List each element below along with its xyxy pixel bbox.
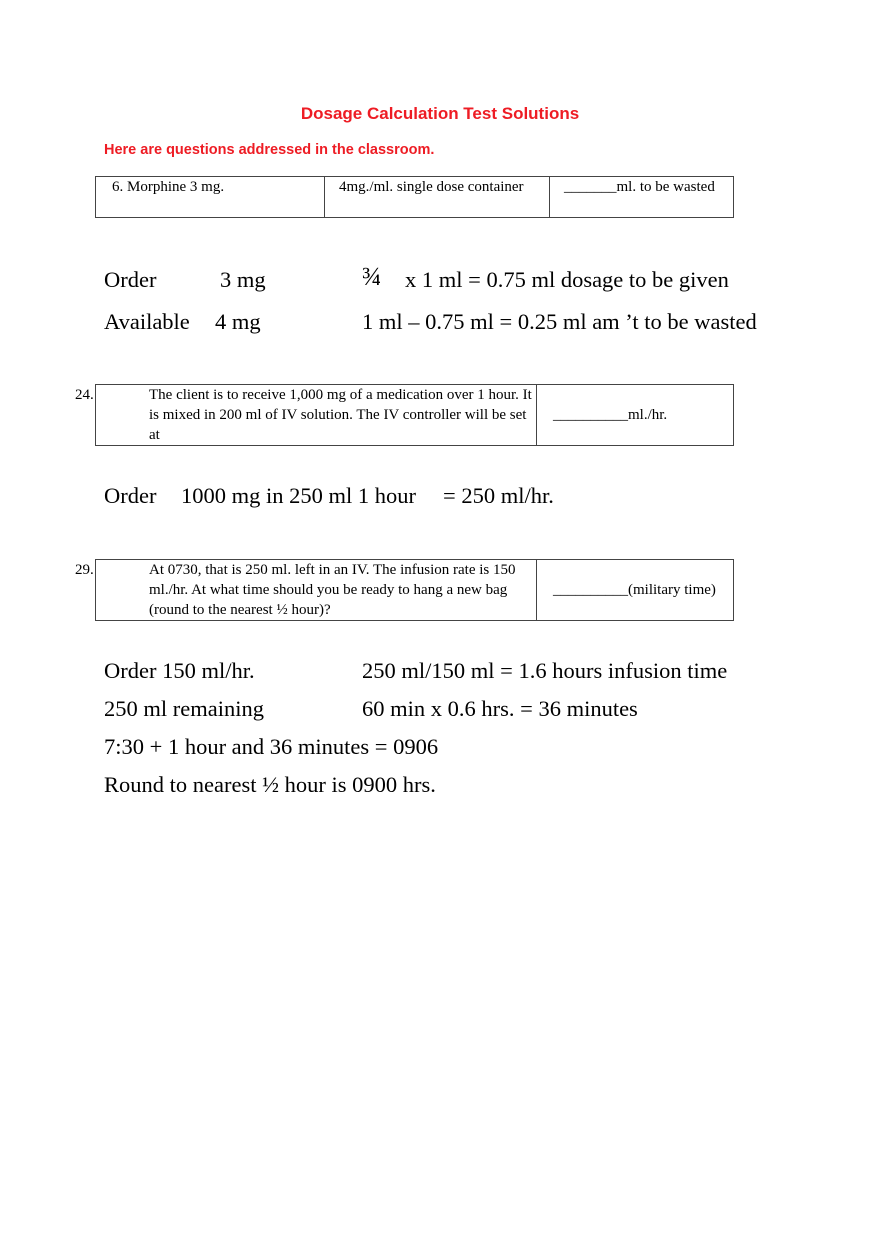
question-6-available: 4mg./ml. single dose container bbox=[325, 177, 550, 218]
sol6-order-label: Order bbox=[104, 267, 157, 292]
question-6-text: 6. Morphine 3 mg. bbox=[96, 177, 325, 218]
sol29-minutes-calc: 60 min x 0.6 hrs. = 36 minutes bbox=[362, 696, 638, 721]
question-6-answer-blank: _______ml. to be wasted bbox=[550, 177, 734, 218]
sol6-dosage-calc: x 1 ml = 0.75 ml dosage to be given bbox=[405, 267, 729, 292]
sol24-calc: 1000 mg in 250 ml 1 hour bbox=[181, 483, 416, 508]
question-24-cell bbox=[75, 385, 537, 446]
page-subtitle: Here are questions addressed in the classroom. bbox=[104, 142, 435, 158]
sol24-order-label: Order bbox=[104, 483, 157, 508]
sol29-infusion-time: 250 ml/150 ml = 1.6 hours infusion time bbox=[362, 658, 728, 683]
question-29-table bbox=[75, 559, 734, 621]
question-29-cell bbox=[75, 560, 537, 621]
question-24-table bbox=[75, 384, 734, 446]
question-6-table bbox=[95, 176, 734, 218]
question-24-number: 24. bbox=[75, 387, 94, 403]
question-29-text-block bbox=[75, 560, 536, 620]
question-29-number: 29. bbox=[75, 562, 94, 578]
question-24-answer-blank: __________ml./hr. bbox=[537, 385, 734, 446]
table-row bbox=[96, 385, 734, 446]
sol29-remaining: 250 ml remaining bbox=[104, 696, 264, 721]
sol29-order-rate: Order 150 ml/hr. bbox=[104, 658, 255, 683]
page-title: Dosage Calculation Test Solutions bbox=[300, 104, 580, 123]
sol29-time-calc: 7:30 + 1 hour and 36 minutes = 0906 bbox=[104, 734, 439, 759]
sol6-order-value: 3 mg bbox=[220, 267, 266, 292]
sol6-waste-calc: 1 ml – 0.75 ml = 0.25 ml am ’t to be wasted bbox=[362, 309, 757, 334]
sol29-rounded-time: Round to nearest ½ hour is 0900 hrs. bbox=[104, 772, 436, 797]
sol24-result: = 250 ml/hr. bbox=[443, 483, 554, 508]
question-29-answer-blank: __________(military time) bbox=[537, 560, 734, 621]
question-29-text: At 0730, that is 250 ml. left in an IV. The infusion rate is 150 ml./hr. At what time should you be ready to hang a new bag (round to the nearest ½ hour)? bbox=[149, 562, 516, 618]
question-24-text: The client is to receive 1,000 mg of a medication over 1 hour. It is mixed in 200 ml of IV solution. The IV controller will be set at bbox=[149, 387, 532, 443]
table-row bbox=[96, 560, 734, 621]
question-24-text-block bbox=[75, 385, 536, 445]
sol6-available-label: Available bbox=[104, 309, 190, 334]
table-row bbox=[96, 177, 734, 218]
sol6-available-value: 4 mg bbox=[215, 309, 261, 334]
sol6-fraction: ¾ bbox=[362, 262, 382, 291]
